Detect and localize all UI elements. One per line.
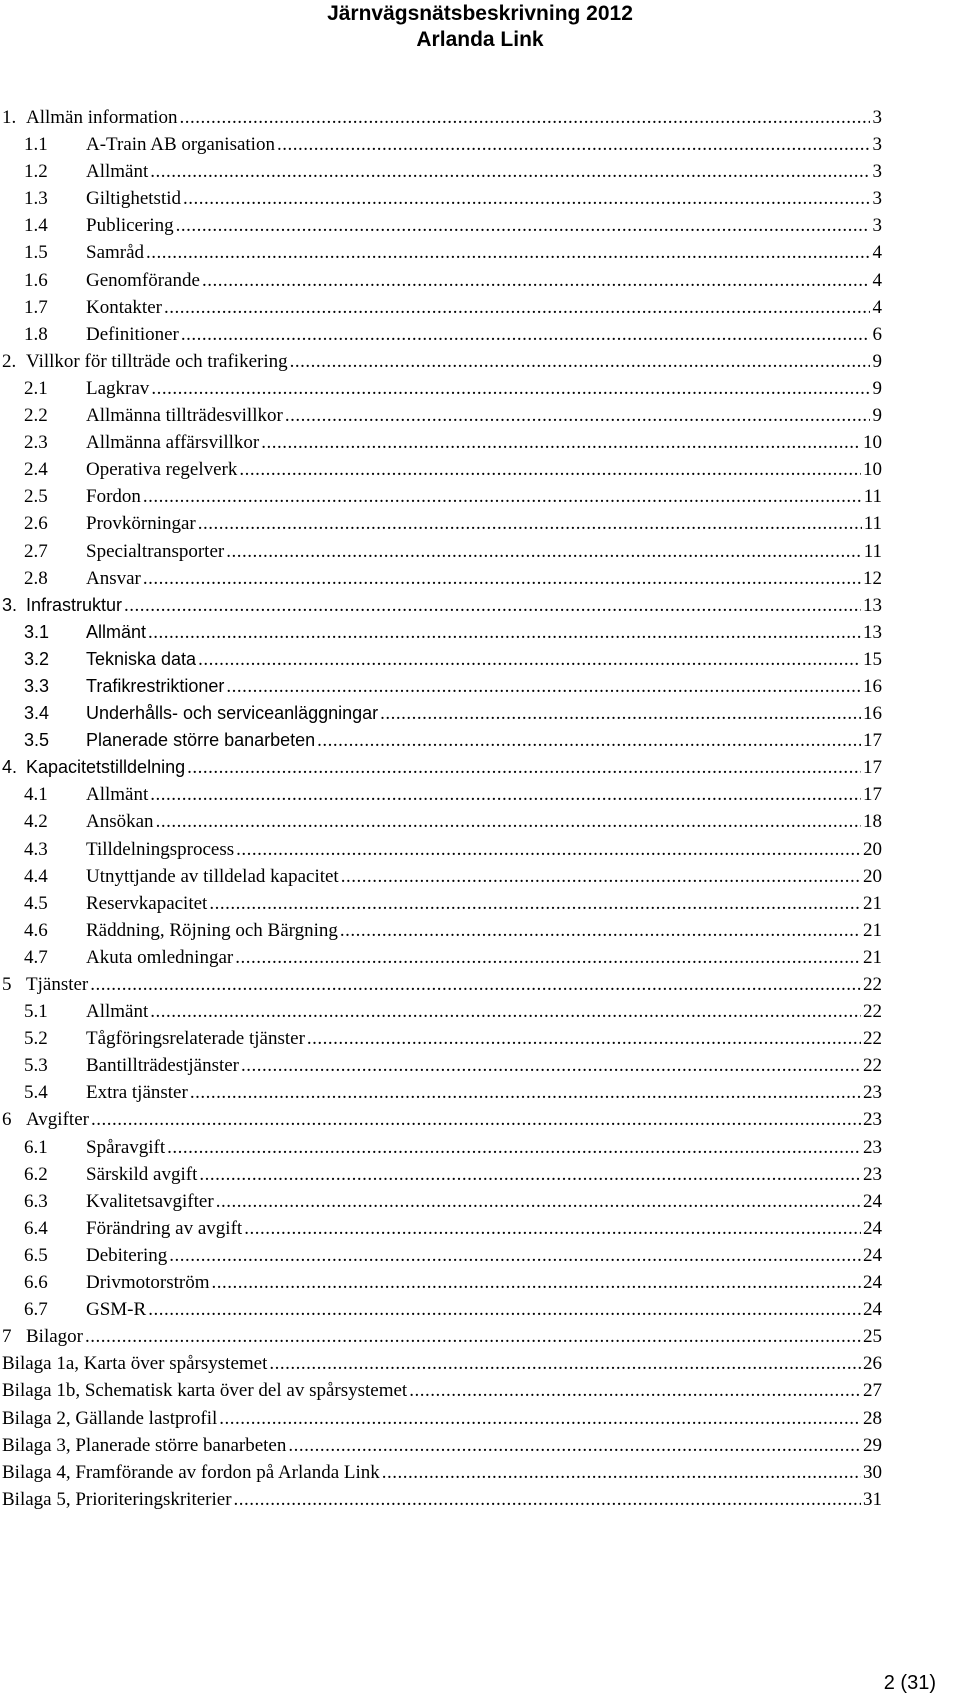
toc-entry-number: 6.5 xyxy=(24,1244,48,1266)
toc-dot-leader xyxy=(148,619,861,646)
toc-entry-page: 4 xyxy=(872,296,882,318)
toc-entry-number: 1.8 xyxy=(24,323,48,345)
toc-entry-number: 3.5 xyxy=(24,730,50,751)
toc-entry[interactable] xyxy=(0,1269,882,1296)
toc-entry-number: 6 xyxy=(2,1109,12,1131)
toc-entry-number: 6.2 xyxy=(24,1163,48,1185)
toc-entry[interactable] xyxy=(0,1486,882,1513)
toc-entry[interactable] xyxy=(0,727,882,754)
toc-entry-page: 25 xyxy=(863,1326,882,1348)
toc-dot-leader xyxy=(187,754,861,781)
toc-dot-leader xyxy=(277,131,870,158)
toc-entry-page: 17 xyxy=(863,730,882,752)
toc-entry-number: 2.7 xyxy=(24,540,48,562)
toc-dot-leader xyxy=(244,1215,861,1242)
toc-entry-page: 23 xyxy=(863,1109,882,1131)
toc-entry-title: Debitering xyxy=(86,1244,168,1266)
toc-entry-title: Planerade större banarbeten xyxy=(86,730,316,751)
toc-entry-number: 6.6 xyxy=(24,1272,48,1294)
toc-dot-leader xyxy=(143,565,861,592)
toc-entry[interactable] xyxy=(0,1106,882,1133)
toc-dot-leader xyxy=(261,429,861,456)
toc-dot-leader xyxy=(181,321,870,348)
toc-dot-leader xyxy=(236,836,861,863)
toc-entry-page: 10 xyxy=(863,432,882,454)
toc-entry-title: Reservkapacitet xyxy=(86,892,208,914)
toc-dot-leader xyxy=(179,104,870,131)
toc-entry-page: 4 xyxy=(872,269,882,291)
toc-entry-page: 27 xyxy=(863,1380,882,1402)
toc-entry-number: 6.3 xyxy=(24,1190,48,1212)
toc-entry-page: 21 xyxy=(863,946,882,968)
toc-entry-page: 13 xyxy=(863,621,882,643)
toc-entry[interactable] xyxy=(0,863,882,890)
toc-entry-number: 1.7 xyxy=(24,296,48,318)
toc-entry[interactable] xyxy=(0,131,882,158)
toc-entry-number: 4.3 xyxy=(24,838,48,860)
toc-entry-page: 10 xyxy=(863,459,882,481)
toc-entry-title: Bilaga 3, Planerade större banarbeten xyxy=(2,1434,287,1456)
toc-entry-page: 24 xyxy=(863,1272,882,1294)
toc-entry-title: Särskild avgift xyxy=(86,1163,198,1185)
toc-entry-number: 3.1 xyxy=(24,621,50,642)
toc-entry-page: 18 xyxy=(863,811,882,833)
toc-entry[interactable] xyxy=(0,267,882,294)
toc-entry-title: Allmänt xyxy=(86,784,149,806)
toc-entry-number: 5.1 xyxy=(24,1001,48,1023)
toc-dot-leader xyxy=(91,1106,861,1133)
toc-entry[interactable] xyxy=(0,1432,882,1459)
toc-entry-number: 2.3 xyxy=(24,432,48,454)
toc-dot-leader xyxy=(199,1161,861,1188)
toc-entry[interactable] xyxy=(0,1079,882,1106)
toc-entry[interactable] xyxy=(0,1323,882,1350)
toc-entry-number: 4.4 xyxy=(24,865,48,887)
toc-entry-page: 23 xyxy=(863,1136,882,1158)
toc-entry-page: 29 xyxy=(863,1434,882,1456)
toc-entry-page: 22 xyxy=(863,1055,882,1077)
toc-dot-leader xyxy=(198,646,861,673)
toc-entry[interactable] xyxy=(0,673,882,700)
toc-dot-leader xyxy=(380,700,861,727)
toc-entry-number: 1. xyxy=(2,107,17,128)
toc-dot-leader xyxy=(226,673,861,700)
toc-entry-number: 4.1 xyxy=(24,784,48,806)
toc-entry[interactable] xyxy=(0,1161,882,1188)
toc-entry-number: 3.3 xyxy=(24,675,50,696)
toc-entry[interactable] xyxy=(0,483,882,510)
toc-entry[interactable] xyxy=(0,1134,882,1161)
toc-entry-number: 6.7 xyxy=(24,1299,48,1321)
toc-entry[interactable] xyxy=(0,239,882,266)
toc-dot-leader xyxy=(226,538,861,565)
toc-dot-leader xyxy=(340,917,861,944)
toc-entry[interactable] xyxy=(0,1405,882,1432)
toc-entry-number: 5 xyxy=(2,974,12,995)
toc-dot-leader xyxy=(235,944,861,971)
toc-entry-page: 6 xyxy=(872,323,882,345)
toc-entry-page: 3 xyxy=(872,134,882,156)
toc-entry-page: 16 xyxy=(863,703,882,725)
toc-entry-title: Tilldelningsprocess xyxy=(86,838,235,860)
toc-entry-title: Tjänster xyxy=(26,974,89,995)
toc-entry-page: 23 xyxy=(863,1163,882,1185)
toc-entry-page: 11 xyxy=(863,486,882,508)
toc-entry-title: Specialtransporter xyxy=(86,540,225,562)
toc-entry-number: 2.8 xyxy=(24,567,48,589)
toc-entry-title: Infrastruktur xyxy=(26,594,123,615)
toc-entry-title: A-Train AB organisation xyxy=(86,134,275,156)
toc-entry-page: 24 xyxy=(863,1299,882,1321)
toc-entry-page: 30 xyxy=(863,1461,882,1483)
toc-entry[interactable] xyxy=(0,1296,882,1323)
toc-entry-title: Giltighetstid xyxy=(86,188,181,210)
toc-dot-leader xyxy=(183,185,870,212)
toc-entry[interactable] xyxy=(0,917,882,944)
toc-dot-leader xyxy=(167,1134,861,1161)
table-of-contents xyxy=(0,104,882,1513)
toc-entry-title: Avgifter xyxy=(26,1109,89,1131)
toc-entry-title: Trafikrestriktioner xyxy=(86,675,225,696)
toc-entry-page: 11 xyxy=(863,513,882,535)
toc-entry[interactable] xyxy=(0,754,882,781)
toc-entry-page: 21 xyxy=(863,919,882,941)
toc-entry[interactable] xyxy=(0,1350,882,1377)
toc-entry-page: 17 xyxy=(863,757,882,779)
toc-entry-title: GSM-R xyxy=(86,1299,147,1321)
toc-entry-number: 2.5 xyxy=(24,486,48,508)
toc-entry-page: 17 xyxy=(863,784,882,806)
toc-dot-leader xyxy=(241,1052,861,1079)
toc-dot-leader xyxy=(285,402,870,429)
toc-entry-title: Extra tjänster xyxy=(86,1082,188,1104)
toc-entry-number: 1.5 xyxy=(24,242,48,264)
toc-dot-leader xyxy=(143,483,862,510)
toc-entry-title: Bilagor xyxy=(26,1326,83,1348)
toc-entry[interactable] xyxy=(0,808,882,835)
toc-dot-leader xyxy=(190,1079,861,1106)
toc-entry-title: Bilaga 5, Prioriteringskriterier xyxy=(2,1488,232,1510)
toc-entry-page: 16 xyxy=(863,675,882,697)
toc-dot-leader xyxy=(151,375,870,402)
toc-dot-leader xyxy=(150,781,861,808)
toc-dot-leader xyxy=(176,212,870,239)
toc-dot-leader xyxy=(85,1323,861,1350)
toc-entry-title: Definitioner xyxy=(86,323,179,345)
toc-dot-leader xyxy=(90,971,861,998)
toc-entry-title: Kontakter xyxy=(86,296,162,318)
toc-entry[interactable] xyxy=(0,781,882,808)
toc-entry-page: 24 xyxy=(863,1190,882,1212)
toc-entry-title: Allmänna tillträdesvillkor xyxy=(86,405,283,427)
toc-entry-page: 20 xyxy=(863,865,882,887)
toc-entry[interactable] xyxy=(0,890,882,917)
toc-entry-number: 6.4 xyxy=(24,1217,48,1239)
toc-entry-number: 1.1 xyxy=(24,134,48,156)
toc-entry-page: 3 xyxy=(872,107,882,128)
toc-entry[interactable] xyxy=(0,646,882,673)
toc-entry-number: 1.2 xyxy=(24,161,48,183)
toc-entry[interactable] xyxy=(0,1242,882,1269)
toc-entry-page: 3 xyxy=(872,215,882,237)
toc-entry-number: 7 xyxy=(2,1326,12,1348)
toc-entry-page: 24 xyxy=(863,1217,882,1239)
toc-dot-leader xyxy=(212,1269,862,1296)
toc-entry-page: 31 xyxy=(863,1488,882,1510)
toc-dot-leader xyxy=(216,1188,861,1215)
toc-entry[interactable] xyxy=(0,619,882,646)
toc-entry[interactable] xyxy=(0,836,882,863)
toc-entry-page: 22 xyxy=(863,974,882,995)
toc-dot-leader xyxy=(234,1486,861,1513)
toc-entry-title: Ansvar xyxy=(86,567,141,589)
toc-entry-title: Provkörningar xyxy=(86,513,196,535)
toc-entry-title: Akuta omledningar xyxy=(86,946,234,968)
toc-entry-title: Allmänt xyxy=(86,161,149,183)
toc-entry[interactable] xyxy=(0,592,882,619)
toc-entry[interactable] xyxy=(0,104,882,131)
toc-entry[interactable] xyxy=(0,429,882,456)
toc-entry-title: Bilaga 4, Framförande av fordon på Arlanda Link xyxy=(2,1461,380,1483)
toc-entry-page: 22 xyxy=(863,1001,882,1023)
toc-entry-page: 12 xyxy=(863,567,882,589)
toc-dot-leader xyxy=(269,1350,861,1377)
toc-entry-title: Publicering xyxy=(86,215,174,237)
toc-entry[interactable] xyxy=(0,1025,882,1052)
toc-entry-title: Kapacitetstilldelning xyxy=(26,757,186,778)
toc-entry[interactable] xyxy=(0,538,882,565)
toc-entry-number: 4.2 xyxy=(24,811,48,833)
toc-dot-leader xyxy=(169,1242,861,1269)
toc-entry-page: 9 xyxy=(872,350,882,372)
toc-entry-page: 26 xyxy=(863,1353,882,1375)
toc-entry-page: 24 xyxy=(863,1244,882,1266)
toc-entry-title: Tågföringsrelaterade tjänster xyxy=(86,1028,305,1050)
toc-entry-number: 2.6 xyxy=(24,513,48,535)
toc-entry[interactable] xyxy=(0,944,882,971)
toc-dot-leader xyxy=(409,1377,861,1404)
toc-dot-leader xyxy=(124,592,861,619)
toc-entry-number: 4.5 xyxy=(24,892,48,914)
toc-entry[interactable] xyxy=(0,321,882,348)
toc-dot-leader xyxy=(317,727,861,754)
toc-entry-number: 1.4 xyxy=(24,215,48,237)
document-title: Järnvägsnätsbeskrivning 2012 xyxy=(327,2,633,25)
toc-entry-title: Räddning, Röjning och Bärgning xyxy=(86,919,338,941)
toc-entry-number: 3.4 xyxy=(24,703,50,724)
toc-dot-leader xyxy=(307,1025,861,1052)
toc-entry-number: 4. xyxy=(2,757,18,778)
toc-entry[interactable] xyxy=(0,402,882,429)
toc-entry-page: 23 xyxy=(863,1082,882,1104)
toc-dot-leader xyxy=(146,239,870,266)
toc-entry-number: 2. xyxy=(2,350,17,372)
toc-dot-leader xyxy=(219,1405,861,1432)
toc-entry-title: Bilaga 1b, Schematisk karta över del av spårsystemet xyxy=(2,1380,408,1402)
toc-entry-title: Lagkrav xyxy=(86,377,150,399)
toc-dot-leader xyxy=(148,1296,861,1323)
toc-dot-leader xyxy=(288,1432,861,1459)
toc-dot-leader xyxy=(239,456,861,483)
toc-entry-title: Ansökan xyxy=(86,811,154,833)
toc-entry-number: 1.3 xyxy=(24,188,48,210)
toc-dot-leader xyxy=(202,267,870,294)
toc-entry-number: 3.2 xyxy=(24,648,50,669)
toc-entry-title: Förändring av avgift xyxy=(86,1217,243,1239)
toc-entry-number: 1.6 xyxy=(24,269,48,291)
toc-entry-title: Villkor för tillträde och trafikering xyxy=(26,350,288,372)
toc-entry-number: 4.7 xyxy=(24,946,48,968)
toc-entry-page: 21 xyxy=(863,892,882,914)
toc-entry-title: Bilaga 1a, Karta över spårsystemet xyxy=(2,1353,268,1375)
page-number: 2 (31) xyxy=(883,1672,936,1694)
toc-entry-title: Allmänna affärsvillkor xyxy=(86,432,260,454)
toc-entry-page: 20 xyxy=(863,838,882,860)
toc-dot-leader xyxy=(209,890,861,917)
toc-dot-leader xyxy=(382,1459,861,1486)
toc-dot-leader xyxy=(198,510,862,537)
toc-entry[interactable] xyxy=(0,1052,882,1079)
toc-entry[interactable] xyxy=(0,971,882,998)
toc-dot-leader xyxy=(150,158,870,185)
toc-dot-leader xyxy=(341,863,861,890)
toc-entry[interactable] xyxy=(0,348,882,375)
toc-entry-page: 9 xyxy=(872,405,882,427)
toc-entry[interactable] xyxy=(0,1188,882,1215)
toc-entry-title: Underhålls- och serviceanläggningar xyxy=(86,703,379,724)
toc-entry-title: Allmänt xyxy=(86,621,147,642)
toc-entry[interactable] xyxy=(0,510,882,537)
toc-entry[interactable] xyxy=(0,185,882,212)
toc-entry-number: 6.1 xyxy=(24,1136,48,1158)
toc-entry-title: Bantillträdestjänster xyxy=(86,1055,240,1077)
toc-entry-number: 5.4 xyxy=(24,1082,48,1104)
toc-entry[interactable] xyxy=(0,998,882,1025)
toc-entry[interactable] xyxy=(0,1215,882,1242)
toc-entry[interactable] xyxy=(0,212,882,239)
toc-entry-title: Samråd xyxy=(86,242,145,264)
toc-entry-title: Utnyttjande av tilldelad kapacitet xyxy=(86,865,339,887)
toc-entry[interactable] xyxy=(0,1459,882,1486)
toc-entry-title: Spåravgift xyxy=(86,1136,166,1158)
toc-entry[interactable] xyxy=(0,294,882,321)
toc-entry-number: 2.2 xyxy=(24,405,48,427)
toc-entry-title: Tekniska data xyxy=(86,648,197,669)
toc-entry-title: Operativa regelverk xyxy=(86,459,238,481)
toc-entry-page: 13 xyxy=(863,594,882,616)
toc-entry-title: Allmän information xyxy=(26,107,178,128)
toc-entry-title: Fordon xyxy=(86,486,141,508)
toc-dot-leader xyxy=(164,294,870,321)
toc-entry[interactable] xyxy=(0,1377,882,1404)
toc-entry-title: Bilaga 2, Gällande lastprofil xyxy=(2,1407,218,1429)
toc-entry-number: 5.3 xyxy=(24,1055,48,1077)
toc-dot-leader xyxy=(290,348,870,375)
toc-entry[interactable] xyxy=(0,375,882,402)
toc-entry-title: Allmänt xyxy=(86,1001,149,1023)
toc-dot-leader xyxy=(150,998,861,1025)
toc-entry[interactable] xyxy=(0,700,882,727)
toc-entry-title: Genomförande xyxy=(86,269,200,291)
toc-entry-number: 5.2 xyxy=(24,1028,48,1050)
toc-entry[interactable] xyxy=(0,565,882,592)
toc-entry-page: 3 xyxy=(872,188,882,210)
document-header xyxy=(0,0,960,53)
toc-entry-page: 4 xyxy=(872,242,882,264)
toc-entry-number: 2.4 xyxy=(24,459,48,481)
toc-entry-number: 4.6 xyxy=(24,919,48,941)
toc-entry-title: Drivmotorström xyxy=(86,1272,210,1294)
document-subtitle: Arlanda Link xyxy=(416,28,544,51)
toc-entry-title: Kvalitetsavgifter xyxy=(86,1190,214,1212)
toc-entry-page: 11 xyxy=(863,540,882,562)
toc-entry-number: 3. xyxy=(2,594,18,615)
toc-entry-page: 28 xyxy=(863,1407,882,1429)
toc-entry[interactable] xyxy=(0,456,882,483)
toc-entry-number: 2.1 xyxy=(24,377,48,399)
toc-entry[interactable] xyxy=(0,158,882,185)
toc-entry-page: 15 xyxy=(863,648,882,670)
toc-entry-page: 22 xyxy=(863,1028,882,1050)
toc-entry-page: 3 xyxy=(872,161,882,183)
toc-entry-page: 9 xyxy=(872,377,882,399)
toc-dot-leader xyxy=(156,808,861,835)
